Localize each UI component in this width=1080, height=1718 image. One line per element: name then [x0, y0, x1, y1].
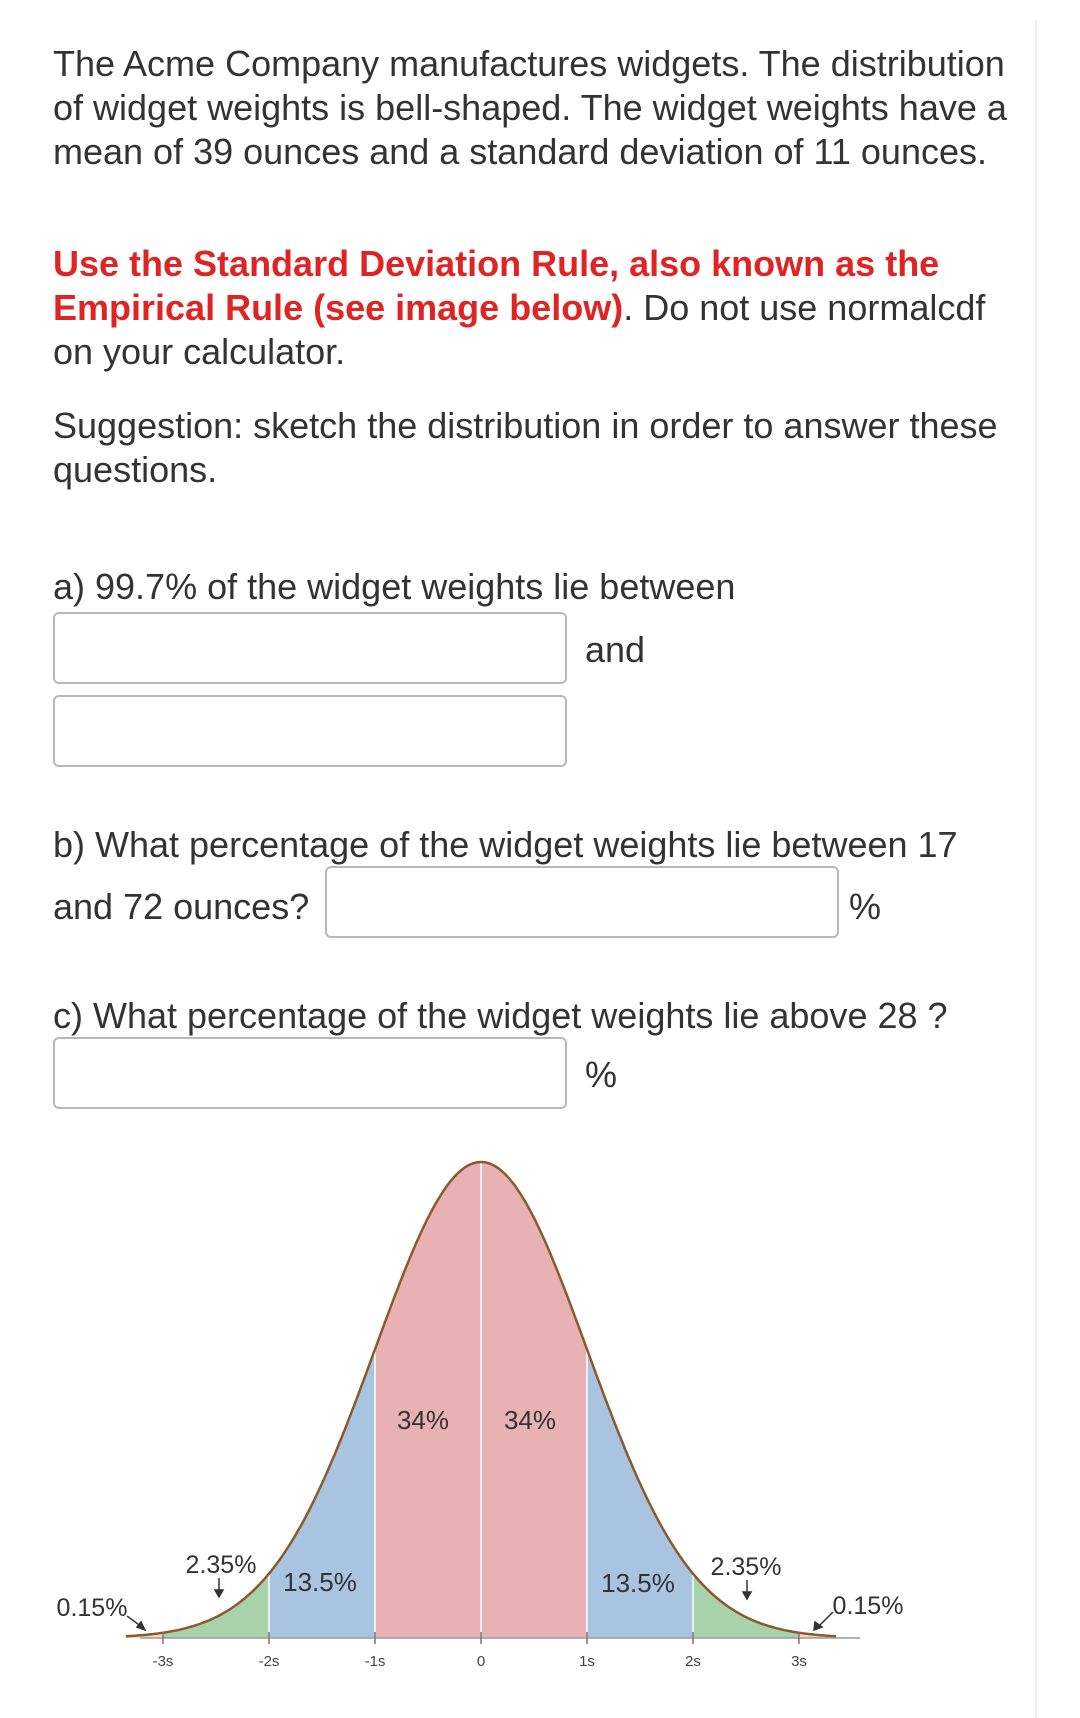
axis-tick-label: 3s	[791, 1653, 807, 1670]
question-b-unit: %	[849, 886, 882, 927]
outer-left-region	[163, 1574, 269, 1638]
outer-left-percent-label: 2.35%	[185, 1551, 257, 1579]
inner-right-percent-label: 34%	[503, 1405, 557, 1435]
intro-paragraph: The Acme Company manufactures widgets. The distribution of widget weights is bell-shaped. The widget weights have a mean of 39 ounces and a standard deviation of 11 ounces.	[53, 43, 1007, 172]
axis-tick-label: -2s	[258, 1653, 280, 1670]
outer-right-region	[693, 1574, 799, 1638]
middle-left-percent-label: 13.5%	[283, 1567, 357, 1597]
axis-tick-label: -3s	[152, 1653, 174, 1670]
question-a-prompt: a) 99.7% of the widget weights lie between	[53, 566, 736, 607]
tail-right-arrow	[818, 1612, 833, 1627]
inner-left-region	[375, 1162, 481, 1638]
question-c-prompt: c) What percentage of the widget weights lie above 28 ?	[53, 995, 948, 1036]
axis-tick-label: -1s	[364, 1653, 386, 1670]
axis-tick-label: 1s	[579, 1653, 595, 1670]
tail-right-percent-label: 0.15%	[832, 1592, 904, 1620]
inner-right-region	[481, 1162, 587, 1638]
outer-right-percent-label: 2.35%	[710, 1553, 782, 1581]
tail-left-arrowhead	[137, 1622, 145, 1630]
suggestion-paragraph: Suggestion: sketch the distribution in order to answer these questions.	[53, 405, 998, 490]
question-b-prompt-line2: and 72 ounces?	[53, 886, 310, 927]
outer-left-arrowhead	[215, 1590, 223, 1597]
question-a-joiner: and	[585, 629, 646, 670]
question-b-prompt-line1: b) What percentage of the widget weights lie between 17	[53, 824, 958, 865]
outer-right-arrowhead	[743, 1592, 751, 1599]
tail-left-percent-label: 0.15%	[56, 1594, 128, 1622]
axis-tick-label: 2s	[685, 1653, 701, 1670]
instruction-rest: . Do not use normalcdf on your calculator.	[53, 287, 986, 372]
axis-tick-label: 0	[476, 1653, 486, 1670]
inner-left-percent-label: 34%	[396, 1405, 450, 1435]
instruction-emphasis: Use the Standard Deviation Rule, also known as the Empirical Rule (see image below)	[53, 243, 940, 328]
question-c-unit: %	[585, 1054, 618, 1095]
middle-right-percent-label: 13.5%	[601, 1568, 675, 1598]
